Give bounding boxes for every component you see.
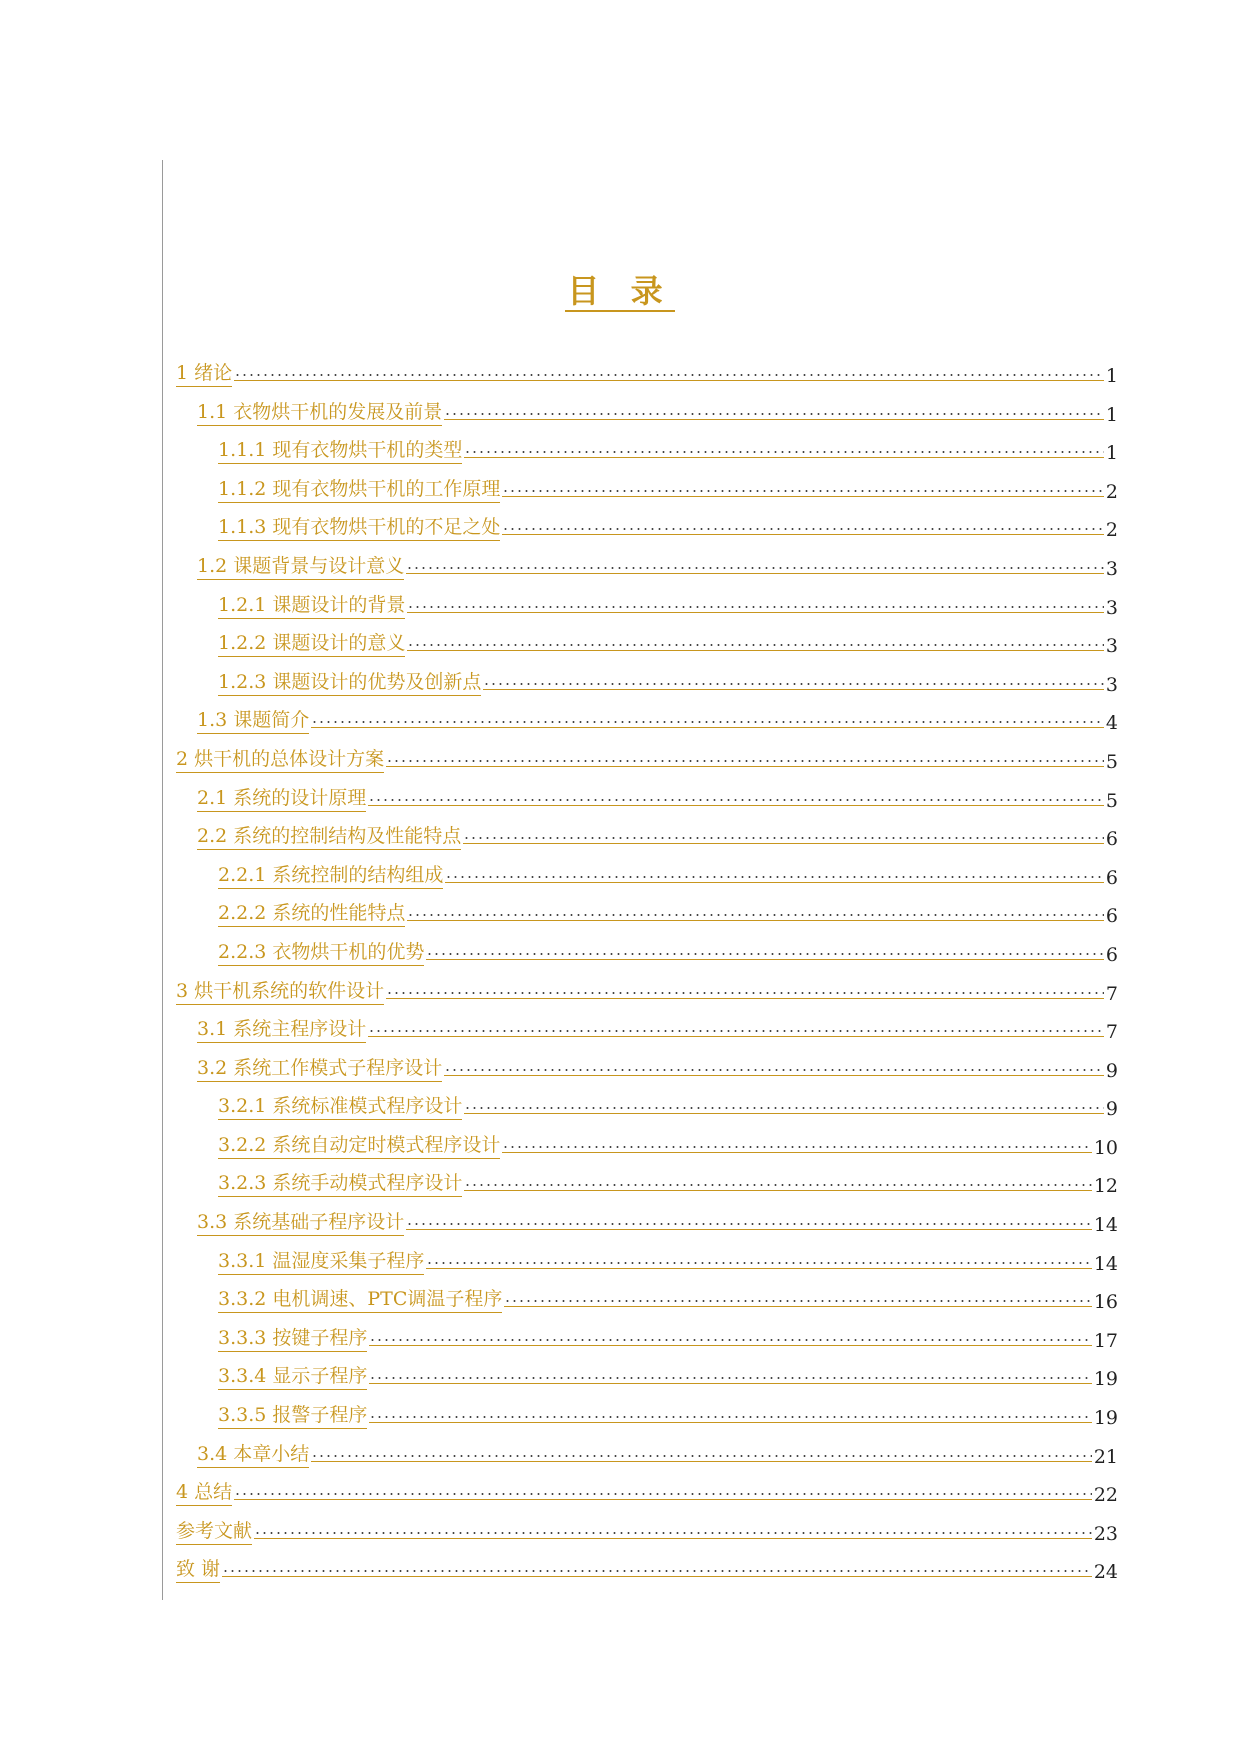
toc-dot-leader	[386, 992, 1104, 999]
toc-dot-leader	[406, 1223, 1092, 1230]
toc-dot-leader	[407, 644, 1104, 651]
toc-entry-page-number: 7	[1105, 982, 1118, 1005]
toc-entry-link[interactable]	[218, 861, 1118, 889]
toc-entry-link[interactable]	[176, 977, 1118, 1005]
toc-entry-page-number: 14	[1093, 1252, 1118, 1275]
toc-dot-leader	[368, 1030, 1104, 1037]
toc-entry-rule	[162, 1480, 163, 1508]
toc-entry-page-number: 9	[1105, 1059, 1118, 1082]
toc-entry-title[interactable]: 3.2.2 系统自动定时模式程序设计	[218, 1130, 500, 1159]
toc-entry-title[interactable]: 2.2.1 系统控制的结构组成	[218, 860, 443, 889]
toc-entry-link[interactable]	[176, 1478, 1118, 1506]
toc-entry-link[interactable]	[218, 436, 1118, 464]
toc-entry-page-number: 10	[1093, 1136, 1118, 1159]
toc-entry-title[interactable]: 2.2 系统的控制结构及性能特点	[197, 821, 461, 850]
toc-dot-leader	[369, 1339, 1091, 1346]
toc-entry-rule	[162, 554, 163, 582]
toc-dot-leader	[407, 914, 1104, 921]
toc-entry-link[interactable]	[197, 784, 1118, 812]
toc-entry-rule	[162, 631, 163, 659]
toc-dot-leader	[426, 1262, 1091, 1269]
toc-entry-link[interactable]	[218, 899, 1118, 927]
toc-entry-rule	[162, 1171, 163, 1199]
toc-entry[interactable]	[162, 1320, 1118, 1359]
toc-dot-leader	[502, 490, 1104, 497]
toc-entry-title[interactable]: 3.3.3 按键子程序	[218, 1323, 367, 1352]
toc-entry-title[interactable]: 3.1 系统主程序设计	[197, 1014, 366, 1043]
table-of-contents	[162, 355, 1118, 1590]
toc-dot-leader	[464, 1184, 1091, 1191]
toc-entry-page-number: 22	[1093, 1484, 1118, 1507]
toc-entry-title[interactable]: 2.2.3 衣物烘干机的优势	[218, 937, 424, 966]
toc-entry-title[interactable]: 3.2 系统工作模式子程序设计	[197, 1053, 442, 1082]
toc-entry-rule	[162, 1442, 163, 1470]
toc-dot-leader	[444, 413, 1104, 420]
toc-entry-rule	[162, 670, 163, 698]
toc-entry-page-number: 6	[1105, 828, 1118, 851]
toc-entry-rule	[162, 1519, 163, 1547]
toc-dot-leader	[504, 1300, 1091, 1307]
toc-entry-page-number: 21	[1093, 1445, 1118, 1468]
toc-entry-page-number: 4	[1105, 712, 1118, 735]
toc-entry-title[interactable]: 3.4 本章小结	[197, 1439, 309, 1468]
toc-dot-leader	[463, 837, 1104, 844]
toc-entry-rule	[162, 1133, 163, 1161]
toc-entry-page-number: 5	[1105, 750, 1118, 773]
toc-entry-rule	[162, 824, 163, 852]
toc-entry[interactable]	[162, 1474, 1118, 1513]
toc-entry-page-number: 14	[1093, 1214, 1118, 1237]
toc-dot-leader	[222, 1570, 1092, 1577]
toc-dot-leader	[407, 606, 1104, 613]
toc-entry-page-number: 17	[1093, 1329, 1118, 1352]
toc-entry-link[interactable]	[218, 1324, 1118, 1352]
toc-entry-page-number: 1	[1105, 365, 1118, 387]
toc-entry-rule	[162, 940, 163, 968]
toc-entry-link[interactable]	[218, 1362, 1118, 1390]
toc-dot-leader	[386, 760, 1104, 767]
toc-entry-link[interactable]	[218, 1247, 1118, 1275]
toc-entry[interactable]	[162, 1436, 1118, 1475]
toc-dot-leader	[234, 1493, 1092, 1500]
toc-entry[interactable]	[162, 548, 1118, 587]
toc-entry[interactable]	[162, 1551, 1118, 1590]
toc-entry-title[interactable]: 3.3.2 电机调速、PTC调温子程序	[218, 1284, 502, 1313]
toc-dot-leader	[426, 953, 1104, 960]
toc-entry-link[interactable]	[218, 629, 1118, 657]
toc-entry-title[interactable]: 3.3.4 显示子程序	[218, 1361, 367, 1390]
toc-dot-leader	[311, 721, 1104, 728]
toc-entry-link[interactable]	[176, 1555, 1118, 1583]
toc-entry-page-number: 2	[1105, 480, 1118, 503]
toc-entry-rule	[162, 1094, 163, 1122]
toc-dot-leader	[406, 567, 1104, 574]
toc-entry-page-number: 2	[1105, 519, 1118, 542]
toc-entry[interactable]	[162, 625, 1118, 664]
toc-dot-leader	[502, 528, 1104, 535]
toc-entry[interactable]	[162, 973, 1118, 1012]
toc-entry-link[interactable]	[218, 1131, 1118, 1159]
toc-entry[interactable]	[162, 741, 1118, 780]
toc-dot-leader	[369, 1416, 1091, 1423]
toc-dot-leader	[444, 1069, 1104, 1076]
toc-dot-leader	[464, 1107, 1104, 1114]
toc-entry-link[interactable]	[176, 359, 1118, 387]
toc-entry-link[interactable]	[218, 1092, 1118, 1120]
toc-entry-page-number: 3	[1105, 557, 1118, 580]
toc-entry-rule	[162, 515, 163, 543]
toc-entry[interactable]	[162, 1281, 1118, 1320]
toc-entry-page-number: 3	[1105, 596, 1118, 619]
toc-entry-rule	[162, 863, 163, 891]
toc-entry-title[interactable]: 3.2.3 系统手动模式程序设计	[218, 1168, 462, 1197]
toc-entry-page-number: 23	[1093, 1522, 1118, 1545]
toc-entry-link[interactable]	[197, 398, 1118, 426]
toc-entry-page-number: 12	[1093, 1175, 1118, 1198]
toc-entry[interactable]	[162, 934, 1118, 973]
toc-entry-page-number: 9	[1105, 1098, 1118, 1121]
toc-entry-title[interactable]: 3.3.1 温湿度采集子程序	[218, 1246, 424, 1275]
toc-entry-title[interactable]: 1 绪论	[176, 358, 232, 387]
toc-entry-title[interactable]: 3 烘干机系统的软件设计	[176, 976, 384, 1005]
toc-entry-rule	[162, 1287, 163, 1315]
toc-entry[interactable]	[162, 1050, 1118, 1089]
toc-entry-rule	[162, 1403, 163, 1431]
toc-entry-title[interactable]: 致 谢	[176, 1554, 220, 1583]
toc-entry-title[interactable]: 1.1 衣物烘干机的发展及前景	[197, 397, 442, 426]
toc-entry-page-number: 3	[1105, 673, 1118, 696]
toc-entry[interactable]	[162, 664, 1118, 703]
toc-dot-leader	[369, 1377, 1091, 1384]
toc-entry-title[interactable]: 3.3.5 报警子程序	[218, 1400, 367, 1429]
toc-entry[interactable]	[162, 1243, 1118, 1282]
toc-entry-title[interactable]: 3.2.1 系统标准模式程序设计	[218, 1091, 462, 1120]
toc-entry-page-number: 16	[1093, 1291, 1118, 1314]
toc-entry-link[interactable]	[197, 822, 1118, 850]
toc-entry-link[interactable]	[218, 513, 1118, 541]
toc-entry[interactable]	[162, 1397, 1118, 1436]
toc-entry-rule	[162, 747, 163, 775]
toc-dot-leader	[368, 799, 1104, 806]
toc-entry-title[interactable]: 1.2.3 课题设计的优势及创新点	[218, 667, 481, 696]
toc-entry[interactable]	[162, 394, 1118, 433]
toc-entry-title[interactable]: 3.3 系统基础子程序设计	[197, 1207, 404, 1236]
toc-entry-rule	[162, 477, 163, 505]
toc-entry-page-number: 19	[1093, 1368, 1118, 1391]
toc-entry-title[interactable]: 4 总结	[176, 1477, 232, 1506]
toc-entry-link[interactable]	[197, 1054, 1118, 1082]
toc-entry[interactable]	[162, 1358, 1118, 1397]
toc-entry[interactable]	[162, 587, 1118, 626]
toc-entry-link[interactable]	[197, 1015, 1118, 1043]
toc-entry-page-number: 7	[1105, 1021, 1118, 1044]
toc-entry[interactable]	[162, 1088, 1118, 1127]
toc-entry-link[interactable]	[197, 1440, 1118, 1468]
toc-entry-title[interactable]: 参考文献	[176, 1516, 252, 1545]
toc-entry-rule	[162, 438, 163, 466]
toc-entry[interactable]	[162, 1165, 1118, 1204]
toc-entry-link[interactable]	[218, 475, 1118, 503]
toc-entry-link[interactable]	[218, 1169, 1118, 1197]
toc-entry[interactable]	[162, 1513, 1118, 1552]
toc-entry-rule	[162, 901, 163, 929]
toc-entry-rule	[162, 400, 163, 428]
toc-title-text: 目 录	[567, 272, 673, 310]
toc-entry[interactable]	[162, 857, 1118, 896]
toc-dot-leader	[483, 683, 1104, 690]
toc-entry-rule	[162, 708, 163, 736]
toc-entry-title[interactable]: 2.1 系统的设计原理	[197, 783, 366, 812]
toc-entry-rule	[162, 1017, 163, 1045]
toc-entry-link[interactable]	[218, 938, 1118, 966]
toc-title	[0, 266, 1240, 312]
toc-dot-leader	[464, 451, 1104, 458]
toc-entry-rule	[162, 593, 163, 621]
toc-entry-link[interactable]	[197, 552, 1118, 580]
toc-entry[interactable]	[162, 1204, 1118, 1243]
toc-entry-title[interactable]: 1.3 课题简介	[197, 705, 309, 734]
toc-entry-page-number: 1	[1105, 403, 1118, 426]
toc-entry-link[interactable]	[197, 1208, 1118, 1236]
toc-entry-page-number: 6	[1105, 866, 1118, 889]
toc-entry-title[interactable]: 2.2.2 系统的性能特点	[218, 898, 405, 927]
toc-entry-rule	[162, 1210, 163, 1238]
toc-entry-title[interactable]: 2 烘干机的总体设计方案	[176, 744, 384, 773]
toc-entry-title[interactable]: 1.1.3 现有衣物烘干机的不足之处	[218, 512, 500, 541]
toc-entry[interactable]	[162, 432, 1118, 471]
toc-entry-rule	[162, 1364, 163, 1392]
toc-entry[interactable]	[162, 1127, 1118, 1166]
toc-entry-link[interactable]	[218, 1401, 1118, 1429]
toc-entry-title[interactable]: 1.2 课题背景与设计意义	[197, 551, 404, 580]
toc-entry-rule	[162, 1557, 163, 1585]
toc-entry-title[interactable]: 1.1.2 现有衣物烘干机的工作原理	[218, 474, 500, 503]
toc-entry[interactable]	[162, 895, 1118, 934]
toc-entry-page-number: 24	[1093, 1561, 1118, 1584]
toc-entry-link[interactable]	[218, 1285, 1118, 1313]
toc-entry[interactable]	[162, 509, 1118, 548]
toc-dot-leader	[445, 876, 1104, 883]
toc-entry-rule	[162, 979, 163, 1007]
toc-entry-title[interactable]: 1.2.1 课题设计的背景	[218, 590, 405, 619]
toc-entry-page-number: 3	[1105, 635, 1118, 658]
toc-entry-page-number: 6	[1105, 943, 1118, 966]
toc-dot-leader	[311, 1455, 1092, 1462]
toc-entry-link[interactable]	[176, 745, 1118, 773]
toc-entry[interactable]	[162, 780, 1118, 819]
toc-entry-rule	[162, 1249, 163, 1277]
toc-dot-leader	[234, 374, 1104, 381]
toc-entry-rule	[162, 1326, 163, 1354]
toc-entry[interactable]	[162, 1011, 1118, 1050]
toc-entry[interactable]	[162, 818, 1118, 857]
toc-entry-link[interactable]	[197, 706, 1118, 734]
toc-entry-rule	[162, 1056, 163, 1084]
toc-entry-page-number: 1	[1105, 442, 1118, 465]
toc-entry[interactable]	[162, 702, 1118, 741]
toc-entry-page-number: 6	[1105, 905, 1118, 928]
toc-entry-page-number: 19	[1093, 1407, 1118, 1430]
toc-entry-title[interactable]: 1.2.2 课题设计的意义	[218, 628, 405, 657]
toc-entry-rule	[162, 361, 163, 389]
toc-entry-page-number: 5	[1105, 789, 1118, 812]
toc-entry-link[interactable]	[218, 668, 1118, 696]
toc-entry[interactable]	[162, 355, 1118, 394]
toc-entry-link[interactable]	[218, 591, 1118, 619]
toc-entry-link[interactable]	[176, 1517, 1118, 1545]
toc-dot-leader	[254, 1532, 1092, 1539]
toc-entry-title[interactable]: 1.1.1 现有衣物烘干机的类型	[218, 435, 462, 464]
toc-entry[interactable]	[162, 471, 1118, 510]
toc-entry-rule	[162, 786, 163, 814]
toc-dot-leader	[502, 1146, 1091, 1153]
